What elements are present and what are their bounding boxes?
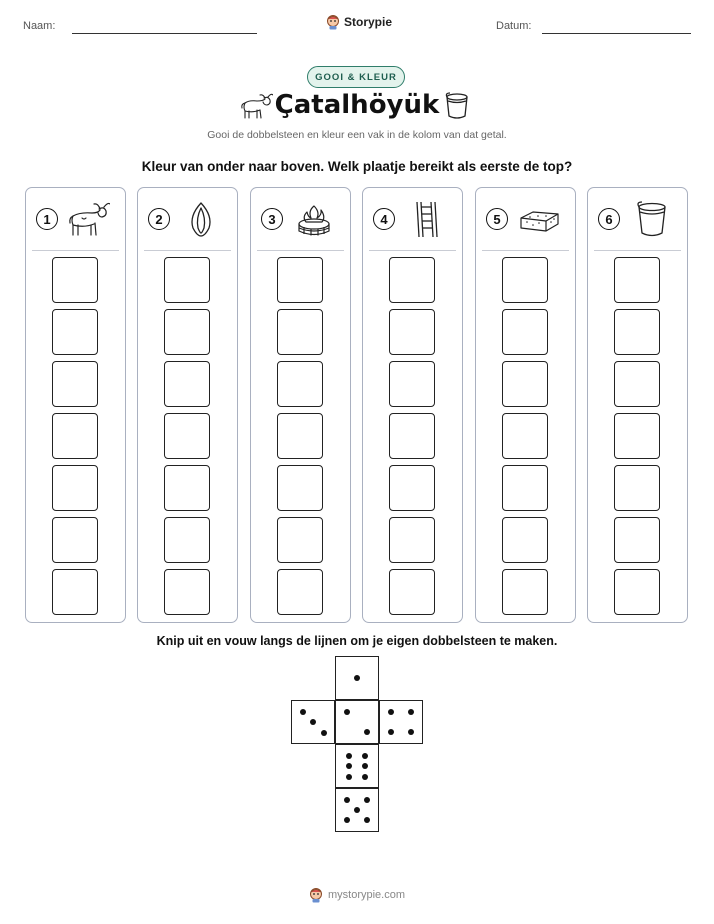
page-subtitle: Gooi de dobbelsteen en kleur een vak in de kolom van dat getal.	[207, 129, 507, 141]
color-cell[interactable]	[389, 413, 435, 459]
column-header	[588, 188, 687, 250]
color-cell[interactable]	[277, 569, 323, 615]
color-cell[interactable]	[502, 517, 548, 563]
activity-badge: GOOI & KLEUR	[307, 66, 405, 88]
color-cell[interactable]	[389, 517, 435, 563]
color-cell[interactable]	[502, 309, 548, 355]
column-number: 2	[148, 208, 170, 230]
die-pip	[362, 763, 368, 769]
mud-brick-icon	[518, 200, 560, 238]
color-cell[interactable]	[502, 361, 548, 407]
color-cell[interactable]	[502, 257, 548, 303]
footer	[0, 887, 714, 903]
die-pip	[346, 774, 352, 780]
column-header	[26, 188, 125, 250]
color-cell[interactable]	[277, 257, 323, 303]
date-line[interactable]	[542, 33, 691, 34]
color-cell[interactable]	[277, 413, 323, 459]
die-pip	[310, 719, 316, 725]
column-number: 5	[486, 208, 508, 230]
storypie-mascot-icon	[326, 14, 340, 30]
color-cell[interactable]	[277, 517, 323, 563]
die-pip	[300, 709, 306, 715]
column-header	[476, 188, 575, 250]
color-cell[interactable]	[52, 257, 98, 303]
column-1	[25, 187, 126, 623]
die-face-1	[335, 656, 379, 700]
die-pip	[388, 709, 394, 715]
color-cell[interactable]	[164, 361, 210, 407]
color-cell[interactable]	[614, 413, 660, 459]
color-cell[interactable]	[389, 569, 435, 615]
die-pip	[364, 817, 370, 823]
bucket-title-icon	[444, 92, 470, 120]
color-cell[interactable]	[502, 569, 548, 615]
color-cell[interactable]	[164, 413, 210, 459]
column-3	[250, 187, 351, 623]
die-pip	[344, 817, 350, 823]
color-cell[interactable]	[614, 257, 660, 303]
color-cell[interactable]	[164, 257, 210, 303]
name-label: Naam:	[23, 20, 56, 32]
die-pip	[321, 730, 327, 736]
color-cell[interactable]	[52, 413, 98, 459]
column-number: 3	[261, 208, 283, 230]
name-line[interactable]	[72, 33, 257, 34]
column-6	[587, 187, 688, 623]
color-cell[interactable]	[164, 517, 210, 563]
column-number: 1	[36, 208, 58, 230]
die-pip	[346, 753, 352, 759]
color-cell[interactable]	[502, 465, 548, 511]
color-cell[interactable]	[389, 257, 435, 303]
column-header	[363, 188, 462, 250]
die-pip	[388, 729, 394, 735]
color-cell[interactable]	[164, 465, 210, 511]
column-number: 4	[373, 208, 395, 230]
bucket-icon	[630, 200, 672, 238]
brand-name: Storypie	[344, 15, 393, 29]
die-pip	[344, 797, 350, 803]
column-4	[362, 187, 463, 623]
color-cell[interactable]	[52, 517, 98, 563]
column-5	[475, 187, 576, 623]
die-face-6	[335, 744, 379, 788]
column-header	[251, 188, 350, 250]
color-cell[interactable]	[164, 569, 210, 615]
seed-icon	[180, 200, 222, 238]
die-face-4	[379, 700, 423, 744]
color-cell[interactable]	[164, 309, 210, 355]
hearth-fire-icon	[293, 200, 335, 238]
die-pip	[408, 709, 414, 715]
color-cell[interactable]	[52, 465, 98, 511]
color-cell[interactable]	[389, 465, 435, 511]
column-header	[138, 188, 237, 250]
bull-title-icon	[239, 92, 273, 120]
die-pip	[362, 774, 368, 780]
color-cell[interactable]	[614, 361, 660, 407]
color-cell[interactable]	[277, 309, 323, 355]
color-cell[interactable]	[52, 309, 98, 355]
date-label: Datum:	[496, 20, 532, 32]
die-face-3	[291, 700, 335, 744]
die-pip	[364, 729, 370, 735]
column-2	[137, 187, 238, 623]
die-pip	[362, 753, 368, 759]
storypie-mascot-icon	[309, 887, 323, 903]
color-cell[interactable]	[52, 569, 98, 615]
color-cell[interactable]	[614, 465, 660, 511]
ladder-icon	[405, 200, 447, 238]
die-pip	[354, 807, 360, 813]
die-face-5	[335, 788, 379, 832]
color-cell[interactable]	[52, 361, 98, 407]
die-pip	[346, 763, 352, 769]
color-cell[interactable]	[277, 465, 323, 511]
column-number: 6	[598, 208, 620, 230]
color-cell[interactable]	[502, 413, 548, 459]
color-cell[interactable]	[389, 361, 435, 407]
color-cell[interactable]	[614, 517, 660, 563]
die-pip	[408, 729, 414, 735]
die-pip	[354, 675, 360, 681]
color-cell[interactable]	[614, 569, 660, 615]
footer-url: mystorypie.com	[327, 889, 406, 901]
bull-icon	[68, 200, 110, 238]
game-instruction: Kleur van onder naar boven. Welk plaatje bereikt als eerste de top?	[141, 159, 573, 174]
die-pip	[364, 797, 370, 803]
die-pip	[344, 709, 350, 715]
color-cell[interactable]	[389, 309, 435, 355]
brand-logo	[326, 14, 392, 30]
page-title: Çatalhöyük	[274, 90, 440, 120]
color-cell[interactable]	[277, 361, 323, 407]
color-cell[interactable]	[614, 309, 660, 355]
die-face-2	[335, 700, 379, 744]
cut-instruction: Knip uit en vouw langs de lijnen om je eigen dobbelsteen te maken.	[156, 634, 558, 648]
